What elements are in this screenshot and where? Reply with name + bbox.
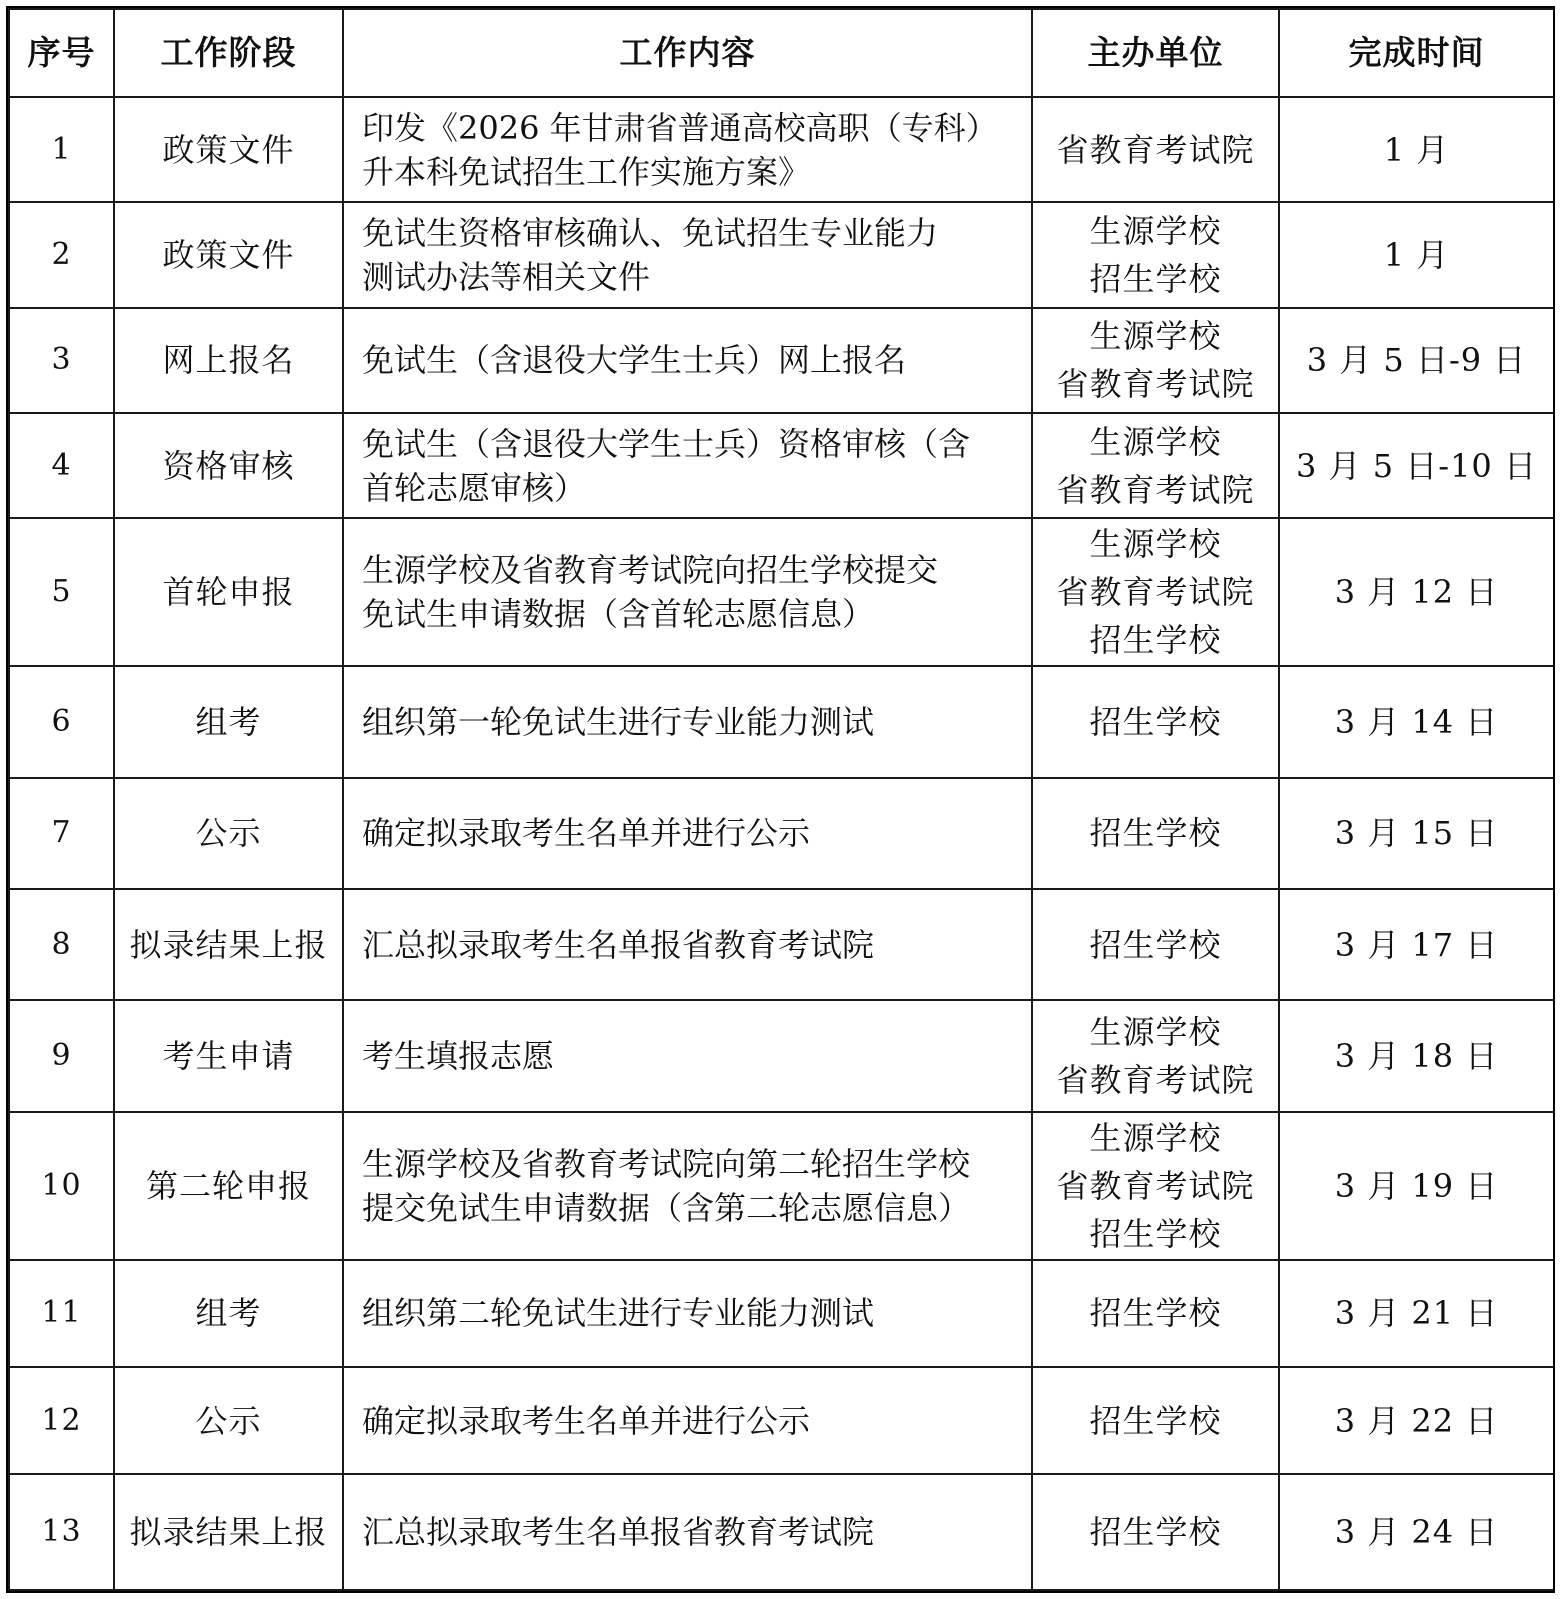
unit-line: 省教育考试院 [1056, 470, 1255, 509]
unit-line: 省教育考试院 [1056, 1061, 1255, 1100]
cell-unit [1032, 413, 1279, 518]
table-row [9, 1000, 1554, 1111]
table-row [9, 413, 1554, 518]
unit-line: 省教育考试院 [1056, 365, 1255, 404]
cell-unit [1032, 308, 1279, 413]
cell-content [343, 1260, 1032, 1367]
cell-seq: 5 [9, 518, 114, 666]
cell-seq: 11 [9, 1260, 114, 1367]
cell-seq: 12 [9, 1367, 114, 1474]
content-line: 汇总拟录取考生名单报省教育考试院 [362, 925, 875, 964]
content-line: 生源学校及省教育考试院向招生学校提交 [362, 551, 939, 590]
cell-stage: 资格审核 [114, 413, 343, 518]
cell-time: 3 月 17 日 [1279, 889, 1554, 1000]
header-unit: 主办单位 [1032, 9, 1279, 97]
cell-unit [1032, 1260, 1279, 1367]
unit-line: 生源学校 [1089, 422, 1222, 461]
cell-seq: 1 [9, 97, 114, 202]
unit-line: 招生学校 [1089, 259, 1222, 298]
cell-content [343, 413, 1032, 518]
cell-unit [1032, 518, 1279, 666]
cell-seq: 2 [9, 202, 114, 307]
table-row [9, 1260, 1554, 1367]
table-row [9, 518, 1554, 666]
cell-stage: 网上报名 [114, 308, 343, 413]
cell-unit [1032, 1000, 1279, 1111]
cell-unit [1032, 1367, 1279, 1474]
content-line: 升本科免试招生工作实施方案》 [362, 152, 811, 191]
cell-stage: 第二轮申报 [114, 1112, 343, 1260]
unit-line: 生源学校 [1089, 525, 1222, 564]
cell-content [343, 308, 1032, 413]
unit-line: 省教育考试院 [1056, 573, 1255, 612]
cell-time: 3 月 19 日 [1279, 1112, 1554, 1260]
cell-content [343, 1367, 1032, 1474]
cell-content [343, 1474, 1032, 1590]
table-body [9, 97, 1554, 1590]
cell-stage: 首轮申报 [114, 518, 343, 666]
cell-seq: 4 [9, 413, 114, 518]
cell-time: 3 月 5 日-9 日 [1279, 308, 1554, 413]
unit-line: 招生学校 [1089, 814, 1222, 853]
content-line: 免试生（含退役大学生士兵）网上报名 [362, 341, 907, 380]
cell-stage: 组考 [114, 1260, 343, 1367]
content-line: 生源学校及省教育考试院向第二轮招生学校 [362, 1144, 971, 1183]
cell-content [343, 889, 1032, 1000]
content-line: 组织第一轮免试生进行专业能力测试 [362, 702, 875, 741]
content-line: 免试生申请数据（含首轮志愿信息） [362, 595, 875, 634]
cell-stage: 政策文件 [114, 97, 343, 202]
cell-stage: 拟录结果上报 [114, 1474, 343, 1590]
table-row [9, 97, 1554, 202]
header-time: 完成时间 [1279, 9, 1554, 97]
cell-stage: 组考 [114, 666, 343, 777]
table-row [9, 1367, 1554, 1474]
unit-line: 生源学校 [1089, 211, 1222, 250]
cell-seq: 7 [9, 778, 114, 889]
cell-time: 3 月 12 日 [1279, 518, 1554, 666]
cell-unit [1032, 1112, 1279, 1260]
cell-time: 1 月 [1279, 202, 1554, 307]
cell-content [343, 666, 1032, 777]
cell-content [343, 1000, 1032, 1111]
unit-line: 招生学校 [1089, 925, 1222, 964]
cell-seq: 6 [9, 666, 114, 777]
table-row [9, 889, 1554, 1000]
content-line: 印发《2026 年甘肃省普通高校高职（专科） [362, 108, 998, 147]
content-line: 汇总拟录取考生名单报省教育考试院 [362, 1513, 875, 1552]
unit-line: 省教育考试院 [1056, 130, 1255, 169]
cell-unit [1032, 202, 1279, 307]
table-row [9, 1474, 1554, 1590]
cell-time: 3 月 14 日 [1279, 666, 1554, 777]
content-line: 免试生（含退役大学生士兵）资格审核（含 [362, 424, 971, 463]
content-line: 提交免试生申请数据（含第二轮志愿信息） [362, 1188, 971, 1227]
content-line: 测试办法等相关文件 [362, 257, 651, 296]
unit-line: 省教育考试院 [1056, 1166, 1255, 1205]
cell-time: 3 月 18 日 [1279, 1000, 1554, 1111]
cell-content [343, 202, 1032, 307]
content-line: 考生填报志愿 [362, 1037, 555, 1076]
header-stage: 工作阶段 [114, 9, 343, 97]
cell-seq: 3 [9, 308, 114, 413]
cell-time: 3 月 22 日 [1279, 1367, 1554, 1474]
cell-content [343, 778, 1032, 889]
content-line: 确定拟录取考生名单并进行公示 [362, 1401, 811, 1440]
header-row [9, 9, 1554, 97]
cell-unit [1032, 778, 1279, 889]
cell-content [343, 97, 1032, 202]
cell-time: 1 月 [1279, 97, 1554, 202]
cell-stage: 拟录结果上报 [114, 889, 343, 1000]
unit-line: 生源学校 [1089, 1013, 1222, 1052]
header-seq: 序号 [9, 9, 114, 97]
cell-stage: 公示 [114, 1367, 343, 1474]
header-content: 工作内容 [343, 9, 1032, 97]
cell-content [343, 518, 1032, 666]
cell-unit [1032, 889, 1279, 1000]
cell-seq: 13 [9, 1474, 114, 1590]
content-line: 首轮志愿审核） [362, 468, 587, 507]
unit-line: 招生学校 [1089, 1294, 1222, 1333]
table-row [9, 1112, 1554, 1260]
cell-time: 3 月 15 日 [1279, 778, 1554, 889]
cell-seq: 10 [9, 1112, 114, 1260]
unit-line: 生源学校 [1089, 1118, 1222, 1157]
table-row [9, 308, 1554, 413]
cell-unit [1032, 666, 1279, 777]
content-line: 免试生资格审核确认、免试招生专业能力 [362, 213, 939, 252]
content-line: 组织第二轮免试生进行专业能力测试 [362, 1294, 875, 1333]
cell-seq: 9 [9, 1000, 114, 1111]
cell-unit [1032, 1474, 1279, 1590]
table-row [9, 778, 1554, 889]
cell-seq: 8 [9, 889, 114, 1000]
content-line: 确定拟录取考生名单并进行公示 [362, 814, 811, 853]
cell-time: 3 月 21 日 [1279, 1260, 1554, 1367]
cell-stage: 公示 [114, 778, 343, 889]
schedule-table [8, 8, 1555, 1591]
unit-line: 招生学校 [1089, 1513, 1222, 1552]
cell-unit [1032, 97, 1279, 202]
cell-time: 3 月 24 日 [1279, 1474, 1554, 1590]
unit-line: 招生学校 [1089, 621, 1222, 660]
cell-stage: 考生申请 [114, 1000, 343, 1111]
unit-line: 招生学校 [1089, 1401, 1222, 1440]
unit-line: 生源学校 [1089, 317, 1222, 356]
cell-content [343, 1112, 1032, 1260]
table-row [9, 666, 1554, 777]
unit-line: 招生学校 [1089, 1214, 1222, 1253]
cell-time: 3 月 5 日-10 日 [1279, 413, 1554, 518]
unit-line: 招生学校 [1089, 702, 1222, 741]
table-row [9, 202, 1554, 307]
cell-stage: 政策文件 [114, 202, 343, 307]
